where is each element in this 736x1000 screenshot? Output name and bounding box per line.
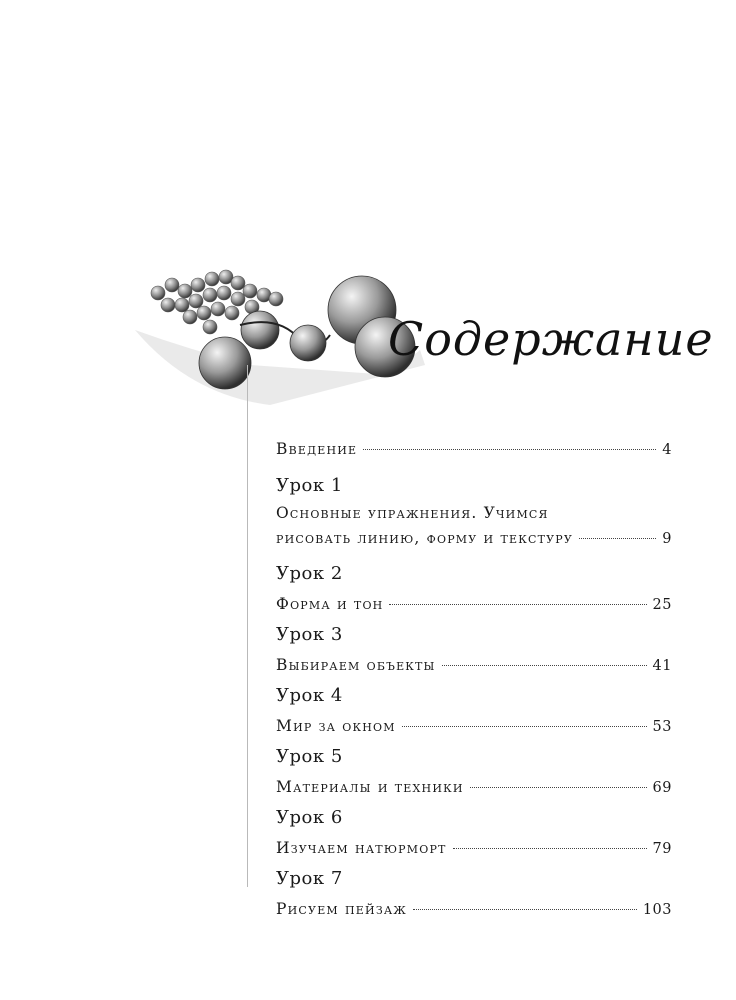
toc-page-number: 69 [652, 780, 672, 796]
toc-entry-label: Рисуем пейзаж [276, 900, 407, 918]
page-title: Содержание [388, 312, 714, 366]
toc-lesson-heading: Урок 7 [276, 868, 343, 889]
toc-leader-dots [389, 604, 646, 605]
still-life-fruit-sketch-icon [130, 255, 430, 415]
toc-leader-dots [442, 665, 647, 666]
toc-lesson-heading: Урок 6 [276, 807, 343, 828]
toc-leader-dots [363, 449, 656, 450]
toc-leader-dots [453, 848, 647, 849]
toc-leader-dots [402, 726, 647, 727]
toc-entry-label: Форма и тон [276, 595, 384, 613]
toc-page-number: 53 [652, 719, 672, 735]
toc-entry[interactable] [276, 711, 672, 741]
toc-page-number: 41 [652, 658, 672, 674]
toc-page-number: 103 [642, 902, 672, 918]
toc-entry-label: Материалы и техники [276, 778, 464, 796]
toc-entry-label: Изучаем натюрморт [276, 839, 447, 857]
toc-entry[interactable] [276, 589, 672, 619]
toc-entry-label: Введение [276, 440, 358, 458]
toc-leader-dots [413, 909, 637, 910]
toc-leader-dots [470, 787, 647, 788]
toc-lesson-heading: Урок 1 [276, 475, 343, 496]
toc-lesson-heading: Урок 3 [276, 624, 343, 645]
toc-entry-label: Мир за окном [276, 717, 396, 735]
toc-entry[interactable] [276, 894, 672, 924]
toc-page-number: 9 [662, 531, 672, 547]
toc-page-number: 79 [652, 841, 672, 857]
toc-page-number: 4 [662, 442, 672, 458]
vertical-rule [247, 365, 248, 887]
toc-entry-label-line2: рисовать линию, форму и текстуру [276, 529, 573, 547]
toc-entry[interactable] [276, 650, 672, 680]
toc-lesson-heading: Урок 5 [276, 746, 343, 767]
toc-lesson-heading: Урок 4 [276, 685, 343, 706]
toc-entry[interactable] [276, 772, 672, 802]
toc-entry[interactable] [276, 501, 672, 552]
toc-entry[interactable] [276, 434, 672, 464]
toc-lesson-heading: Урок 2 [276, 563, 343, 584]
toc-entry[interactable] [276, 833, 672, 863]
toc-entry-label-line1: Основные упражнения. Учимся [276, 504, 549, 522]
table-of-contents [276, 434, 672, 924]
toc-entry-label: Выбираем объекты [276, 656, 436, 674]
toc-page-number: 25 [652, 597, 672, 613]
toc-entry-line2 [276, 526, 672, 552]
toc-leader-dots [579, 538, 656, 539]
